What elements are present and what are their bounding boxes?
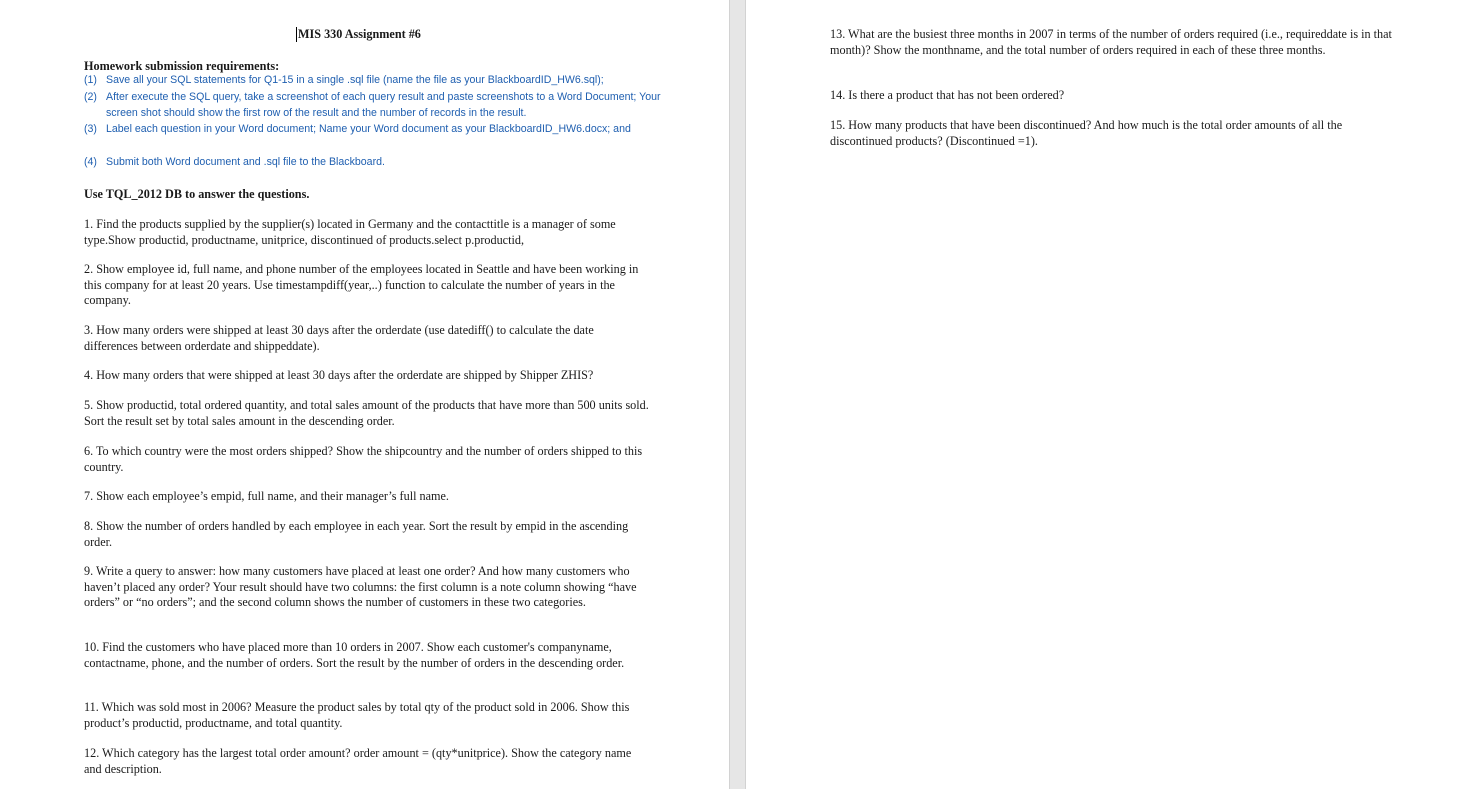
requirement-number: (1) (84, 74, 97, 86)
requirement-item (84, 90, 664, 121)
requirement-text: Submit both Word document and .sql file to the Blackboard. (106, 156, 385, 168)
question-8: 8. Show the number of orders handled by each employee in each year. Sort the result by empid in the ascending order. (84, 519, 629, 549)
requirement-item (84, 155, 664, 171)
requirement-number: (4) (84, 156, 97, 168)
document-title: MIS 330 Assignment #6 (298, 27, 421, 41)
question-3: 3. How many orders were shipped at least 30 days after the orderdate (use datediff() to calculate the date differences between orderdate and shippeddate). (84, 323, 594, 353)
question-11: 11. Which was sold most in 2006? Measure the product sales by total qty of the product sold in 2006. Show this product’s productid, productname, and total quantity. (84, 700, 630, 730)
question-13: 13. What are the busiest three months in 2007 in terms of the number of orders required (i.e., requireddate is in that month)? Show the monthname, and the total number of orders required in each of these three months. (830, 27, 1392, 57)
page-gutter (729, 0, 746, 789)
requirement-text: Label each question in your Word document; Name your Word document as your BlackboardID_HW6.docx; and (106, 123, 631, 135)
requirement-number: (3) (84, 123, 97, 135)
database-instruction: Use TQL_2012 DB to answer the questions. (84, 187, 310, 201)
question-12: 12. Which category has the largest total order amount? order amount = (qty*unitprice). Show the category name and description. (84, 746, 632, 776)
question-4: 4. How many orders that were shipped at least 30 days after the orderdate are shipped by Shipper ZHIS? (84, 368, 594, 382)
question-2: 2. Show employee id, full name, and phone number of the employees located in Seattle and have been working in this company for at least 20 years. Use timestampdiff(year,..) function to calculate the number of years in the company. (84, 262, 639, 307)
requirement-item (84, 73, 664, 89)
requirement-text: After execute the SQL query, take a screenshot of each query result and paste screenshots to a Word Document; Your screen shot should show the first row of the result and the number of records in the result. (106, 91, 661, 119)
question-9: 9. Write a query to answer: how many customers have placed at least one order? And how many customers who haven’t placed any order? Your result should have two columns: the first column is a note column showing “have orders” or “no orders”; and the second column shows the number of customers in these two categories. (84, 564, 637, 609)
requirement-number: (2) (84, 91, 97, 103)
question-14: 14. Is there a product that has not been ordered? (830, 88, 1065, 102)
question-5: 5. Show productid, total ordered quantity, and total sales amount of the products that have more than 500 units sold. Sort the result set by total sales amount in the descending order. (84, 398, 649, 428)
question-1: 1. Find the products supplied by the supplier(s) located in Germany and the contacttitle is a manager of some type.Show productid, productname, unitprice, discontinued of products.select p.productid, (84, 217, 616, 247)
question-10: 10. Find the customers who have placed more than 10 orders in 2007. Show each customer's companyname, contactname, phone, and the number of orders. Sort the result by the number of orders in the descending order. (84, 640, 625, 670)
requirement-text: Save all your SQL statements for Q1-15 in a single .sql file (name the file as your BlackboardID_HW6.sql); (106, 74, 604, 86)
question-15: 15. How many products that have been discontinued? And how much is the total order amounts of all the discontinued products? (Discontinued =1). (830, 118, 1343, 148)
requirement-item (84, 122, 664, 138)
question-7: 7. Show each employee’s empid, full name, and their manager’s full name. (84, 489, 449, 503)
requirements-heading: Homework submission requirements: (84, 59, 280, 73)
text-cursor (296, 27, 297, 42)
question-6: 6. To which country were the most orders shipped? Show the shipcountry and the number of orders shipped to this country. (84, 444, 643, 474)
